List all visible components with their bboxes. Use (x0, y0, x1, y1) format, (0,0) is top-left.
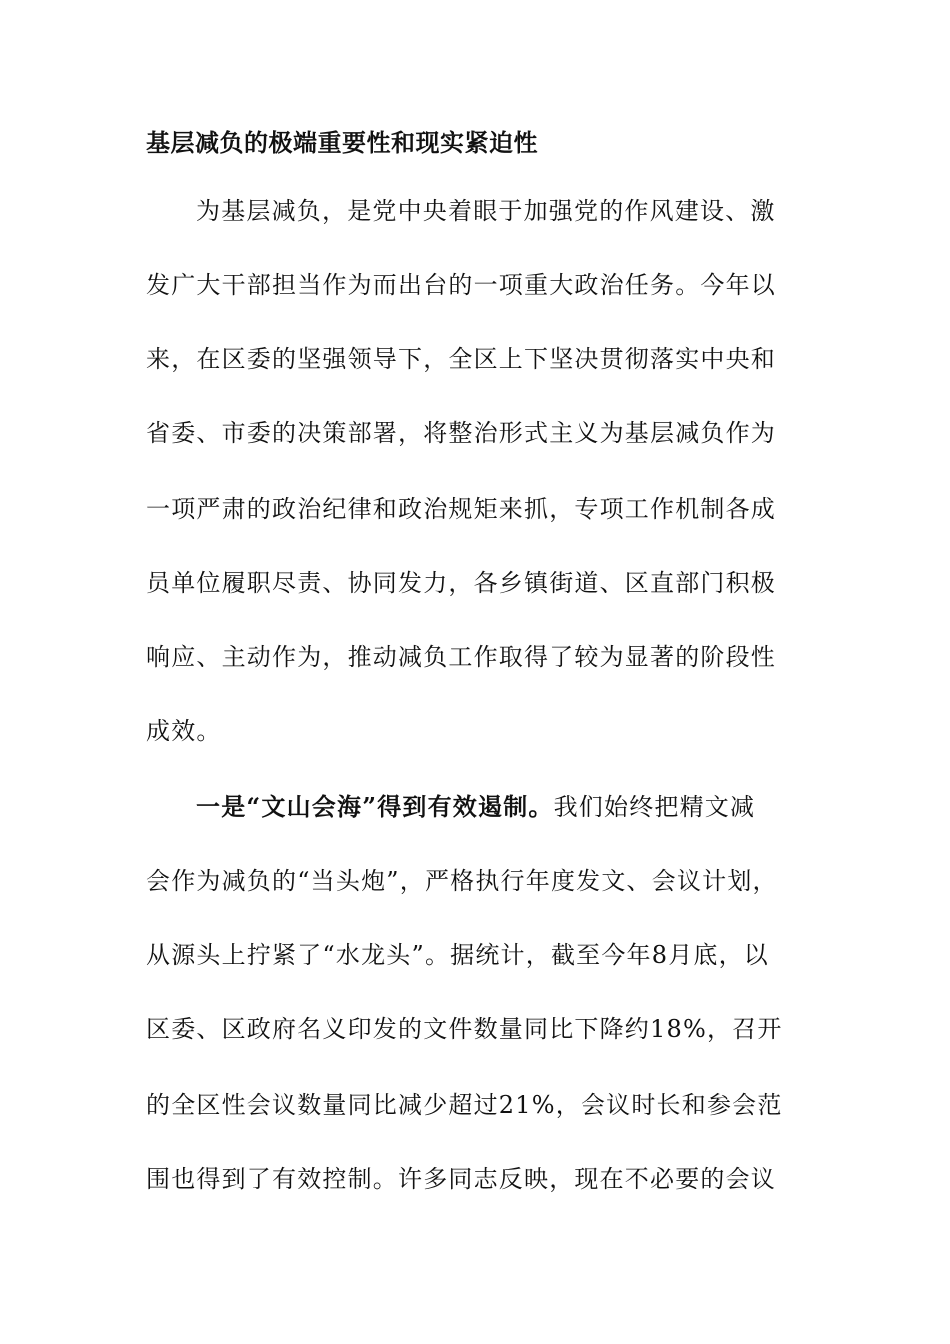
paragraph-2-lead-heading: 一是“文山会海”得到有效遏制。 (196, 792, 554, 821)
paragraph-2-lead-text: 我们始终把精文减 (553, 793, 756, 821)
paragraph-1-line-5: 一项严肃的政治纪律和政治规矩来抓，专项工作机制各成 (146, 495, 776, 523)
document-title: 基层减负的极端重要性和现实紧迫性 (146, 128, 538, 157)
paragraph-1-line-6: 员单位履职尽责、协同发力，各乡镇街道、区直部门积极 (146, 569, 776, 597)
paragraph-2-line-2: 会作为减负的“当头炮”，严格执行年度发文、会议计划， (146, 867, 778, 895)
paragraph-2-line-5: 的全区性会议数量同比减少超过21%，会议时长和参会范 (146, 1091, 783, 1119)
paragraph-1-line-2: 发广大干部担当作为而出台的一项重大政治任务。今年以 (146, 271, 776, 299)
paragraph-2-line-4: 区委、区政府名义印发的文件数量同比下降约18%，召开 (146, 1015, 783, 1043)
paragraph-1-line-1: 为基层减负，是党中央着眼于加强党的作风建设、激 (196, 197, 776, 225)
paragraph-1-line-3: 来，在区委的坚强领导下，全区上下坚决贯彻落实中央和 (146, 345, 776, 373)
paragraph-2-line-6: 围也得到了有效控制。许多同志反映，现在不必要的会议 (146, 1165, 776, 1193)
paragraph-1-line-8: 成效。 (146, 717, 222, 745)
paragraph-2-line-1 (196, 788, 755, 826)
paragraph-1-line-4: 省委、市委的决策部署，将整治形式主义为基层减负作为 (146, 419, 776, 447)
paragraph-1-line-7: 响应、主动作为，推动减负工作取得了较为显著的阶段性 (146, 643, 776, 671)
paragraph-2-line-3: 从源头上拧紧了“水龙头”。据统计，截至今年8月底，以 (146, 941, 770, 969)
